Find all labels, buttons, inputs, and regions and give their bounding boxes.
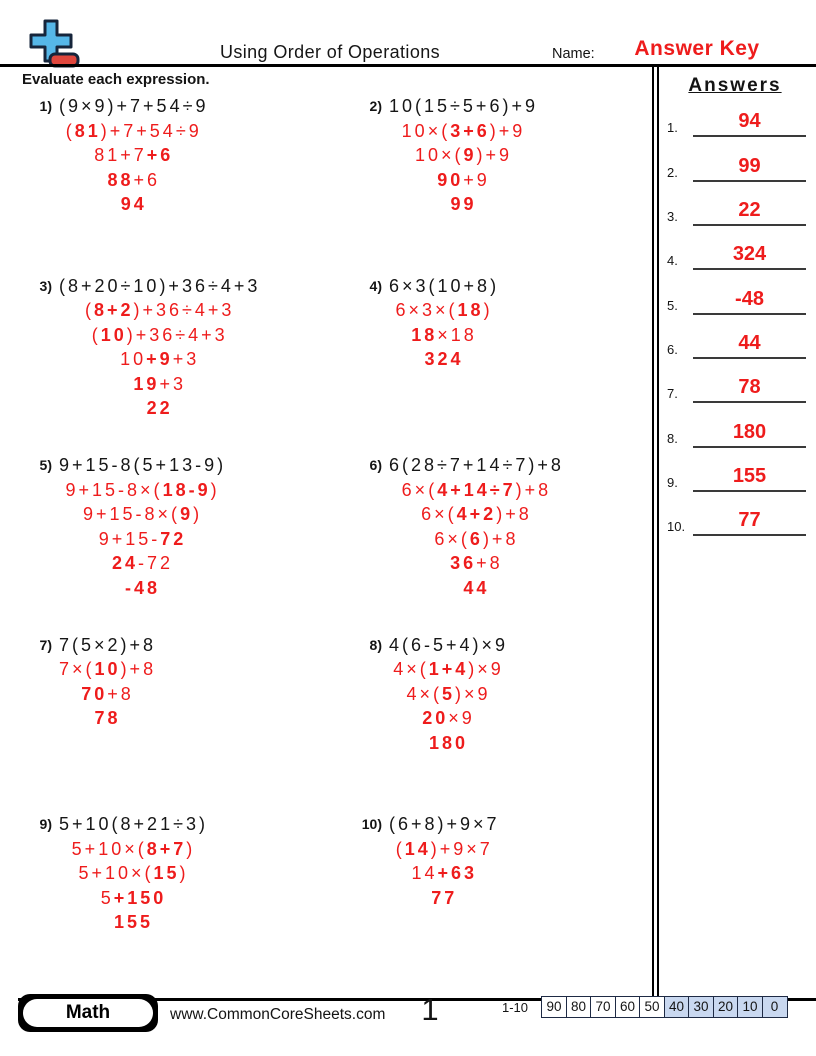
work-step-line: 78	[94, 708, 121, 728]
subject-badge	[18, 994, 158, 1032]
work-pyramid	[389, 633, 508, 756]
problem	[22, 94, 352, 274]
work-step-line: 9+15-72	[98, 528, 187, 549]
work-pyramid	[59, 812, 208, 935]
answer-value: 324	[732, 243, 767, 266]
answer-key-value: Answer Key	[634, 37, 760, 60]
expression-line: 6×3(10+8)	[389, 275, 500, 296]
score-cell: 40	[664, 996, 690, 1018]
work-step-line: 22	[146, 398, 173, 418]
problem	[352, 94, 646, 274]
answers-list	[667, 93, 806, 536]
work-step-line: 5+10×(8+7)	[71, 838, 196, 859]
work-step-line: 88+6	[107, 169, 161, 190]
page-title: Using Order of Operations	[219, 42, 441, 62]
work-step-line: 94	[120, 194, 147, 214]
problem	[352, 633, 646, 813]
problem	[22, 274, 352, 454]
score-cell: 70	[590, 996, 616, 1018]
work-step-line: 10×(9)+9	[414, 145, 513, 165]
answer-number: 6.	[667, 342, 678, 358]
answer-row	[667, 448, 806, 492]
answer-number: 8.	[667, 430, 678, 446]
work-step-line: 6×(4+14÷7)+8	[401, 479, 552, 500]
score-cell: 60	[615, 996, 641, 1018]
work-step-line: (8+2)+36÷4+3	[84, 300, 235, 320]
answer-number: 1.	[667, 120, 678, 136]
answer-blank	[693, 466, 806, 492]
plus-minus-logo	[24, 18, 84, 70]
problem-number: 2)	[369, 98, 382, 114]
answer-value: 22	[738, 199, 761, 222]
answer-blank	[693, 289, 806, 315]
work-step-line: 5+150	[100, 887, 167, 908]
problem	[352, 812, 646, 992]
problems-grid	[22, 94, 646, 992]
expression-line: 6(28÷7+14÷7)+8	[389, 455, 564, 475]
work-step-line: (81)+7+54÷9	[65, 120, 202, 141]
work-pyramid	[389, 453, 564, 600]
answer-number: 4.	[667, 253, 678, 269]
answer-value: 99	[738, 154, 761, 177]
answer-blank	[693, 111, 806, 137]
work-step-line: 6×(6)+8	[434, 528, 519, 549]
answer-row	[667, 315, 806, 359]
website-text: www.CommonCoreSheets.com	[170, 1006, 386, 1023]
work-step-line: 90+9	[437, 169, 490, 190]
work-pyramid	[59, 633, 156, 731]
problem-number: 9)	[39, 816, 52, 832]
answer-number: 3.	[667, 209, 678, 225]
work-step-line: 20×9	[422, 708, 475, 728]
answer-row	[667, 270, 806, 314]
answer-row	[667, 93, 806, 137]
answer-blank	[693, 156, 806, 182]
answer-blank	[693, 200, 806, 226]
problem-number: 8)	[369, 636, 382, 653]
problem-number: 6)	[369, 457, 382, 473]
problem	[22, 633, 352, 813]
work-step-line: 4×(5)×9	[406, 683, 491, 704]
score-range-label: 1-10	[502, 1000, 529, 1015]
answer-number: 10.	[667, 519, 686, 535]
work-step-line: 7×(10)+8	[59, 659, 157, 679]
expression-line: 4(6-5+4)×9	[389, 634, 509, 655]
answer-number: 7.	[667, 386, 678, 402]
problem	[352, 453, 646, 633]
problem-number: 10)	[361, 816, 382, 832]
score-cell: 0	[762, 996, 788, 1018]
answers-title: Answers	[688, 75, 782, 96]
work-step-line: 44	[463, 577, 490, 598]
score-cell: 50	[639, 996, 665, 1018]
problem	[22, 453, 352, 633]
problem	[352, 274, 646, 454]
expression-line: 9+15-8(5+13-9)	[59, 455, 227, 475]
work-step-line: 77	[431, 887, 458, 908]
work-step-line: 99	[450, 194, 477, 214]
answer-row	[667, 137, 806, 181]
score-cell: 20	[713, 996, 739, 1018]
answer-value: 78	[738, 376, 761, 399]
work-step-line: 81+7+6	[94, 145, 174, 165]
name-label: Name:	[552, 46, 595, 62]
problem	[22, 812, 352, 992]
answer-row	[667, 492, 806, 536]
answer-value: 94	[738, 110, 761, 133]
answer-number: 2.	[667, 164, 678, 180]
work-step-line: (14)+9×7	[395, 838, 493, 859]
work-step-line: 5+10×(15)	[78, 863, 189, 883]
problem-number: 7)	[39, 636, 52, 653]
work-step-line: 18×18	[411, 324, 477, 345]
work-step-line: 70+8	[81, 683, 134, 704]
answers-panel	[652, 66, 816, 998]
page-number: 1	[421, 992, 439, 1027]
work-step-line: 10+9+3	[120, 349, 200, 369]
work-pyramid	[59, 274, 260, 421]
work-pyramid	[59, 94, 208, 217]
answer-row	[667, 359, 806, 403]
answer-value: 77	[738, 509, 761, 532]
work-step-line: 24-72	[112, 553, 174, 573]
answer-value: 44	[738, 332, 761, 355]
work-pyramid	[389, 274, 499, 372]
answer-row	[667, 226, 806, 270]
work-step-line: -48	[125, 577, 161, 598]
answer-blank	[693, 333, 806, 359]
score-cell: 10	[737, 996, 763, 1018]
work-pyramid	[389, 94, 538, 217]
answer-blank	[693, 244, 806, 270]
work-step-line: 9+15-8×(18-9)	[65, 479, 220, 500]
work-step-line: 10×(3+6)+9	[401, 120, 526, 141]
expression-line: (8+20÷10)+36÷4+3	[59, 275, 261, 296]
work-step-line: (10)+36÷4+3	[91, 324, 228, 345]
work-step-line: 19+3	[133, 373, 186, 394]
work-step-line: 36+8	[450, 553, 503, 573]
answer-value: 180	[732, 420, 767, 443]
answer-row	[667, 403, 806, 447]
score-cell: 30	[688, 996, 714, 1018]
work-pyramid	[389, 812, 500, 910]
expression-line: 5+10(8+21÷3)	[59, 814, 208, 834]
work-step-line: 9+15-8×(9)	[83, 504, 203, 524]
score-table	[541, 996, 788, 1018]
score-cell: 80	[566, 996, 592, 1018]
answer-value: 155	[732, 465, 767, 488]
work-step-line: 6×3×(18)	[395, 300, 493, 320]
problem-number: 5)	[39, 457, 52, 473]
work-step-line: 4×(1+4)×9	[393, 659, 504, 679]
answer-value: -48	[735, 287, 764, 310]
work-step-line: 155	[113, 912, 153, 932]
answer-number: 9.	[667, 475, 678, 491]
answer-blank	[693, 377, 806, 403]
work-step-line: 180	[429, 732, 469, 753]
work-step-line: 6×(4+2)+8	[421, 504, 532, 524]
instructions-text: Evaluate each expression.	[22, 71, 210, 88]
answer-blank	[693, 422, 806, 448]
answer-number: 5.	[667, 297, 678, 313]
subject-badge-label: Math	[23, 999, 153, 1027]
score-cell: 90	[541, 996, 567, 1018]
expression-line: (6+8)+9×7	[389, 814, 500, 834]
work-pyramid	[59, 453, 226, 600]
expression-line: 10(15÷5+6)+9	[389, 96, 538, 116]
expression-line: (9×9)+7+54÷9	[59, 96, 209, 116]
work-step-line: 324	[424, 349, 464, 369]
work-step-line: 14+63	[411, 863, 478, 883]
expression-line: 7(5×2)+8	[59, 634, 157, 655]
problem-number: 4)	[369, 277, 382, 294]
answer-row	[667, 182, 806, 226]
problem-number: 3)	[39, 277, 52, 294]
answer-blank	[693, 510, 806, 536]
problem-number: 1)	[39, 98, 52, 114]
